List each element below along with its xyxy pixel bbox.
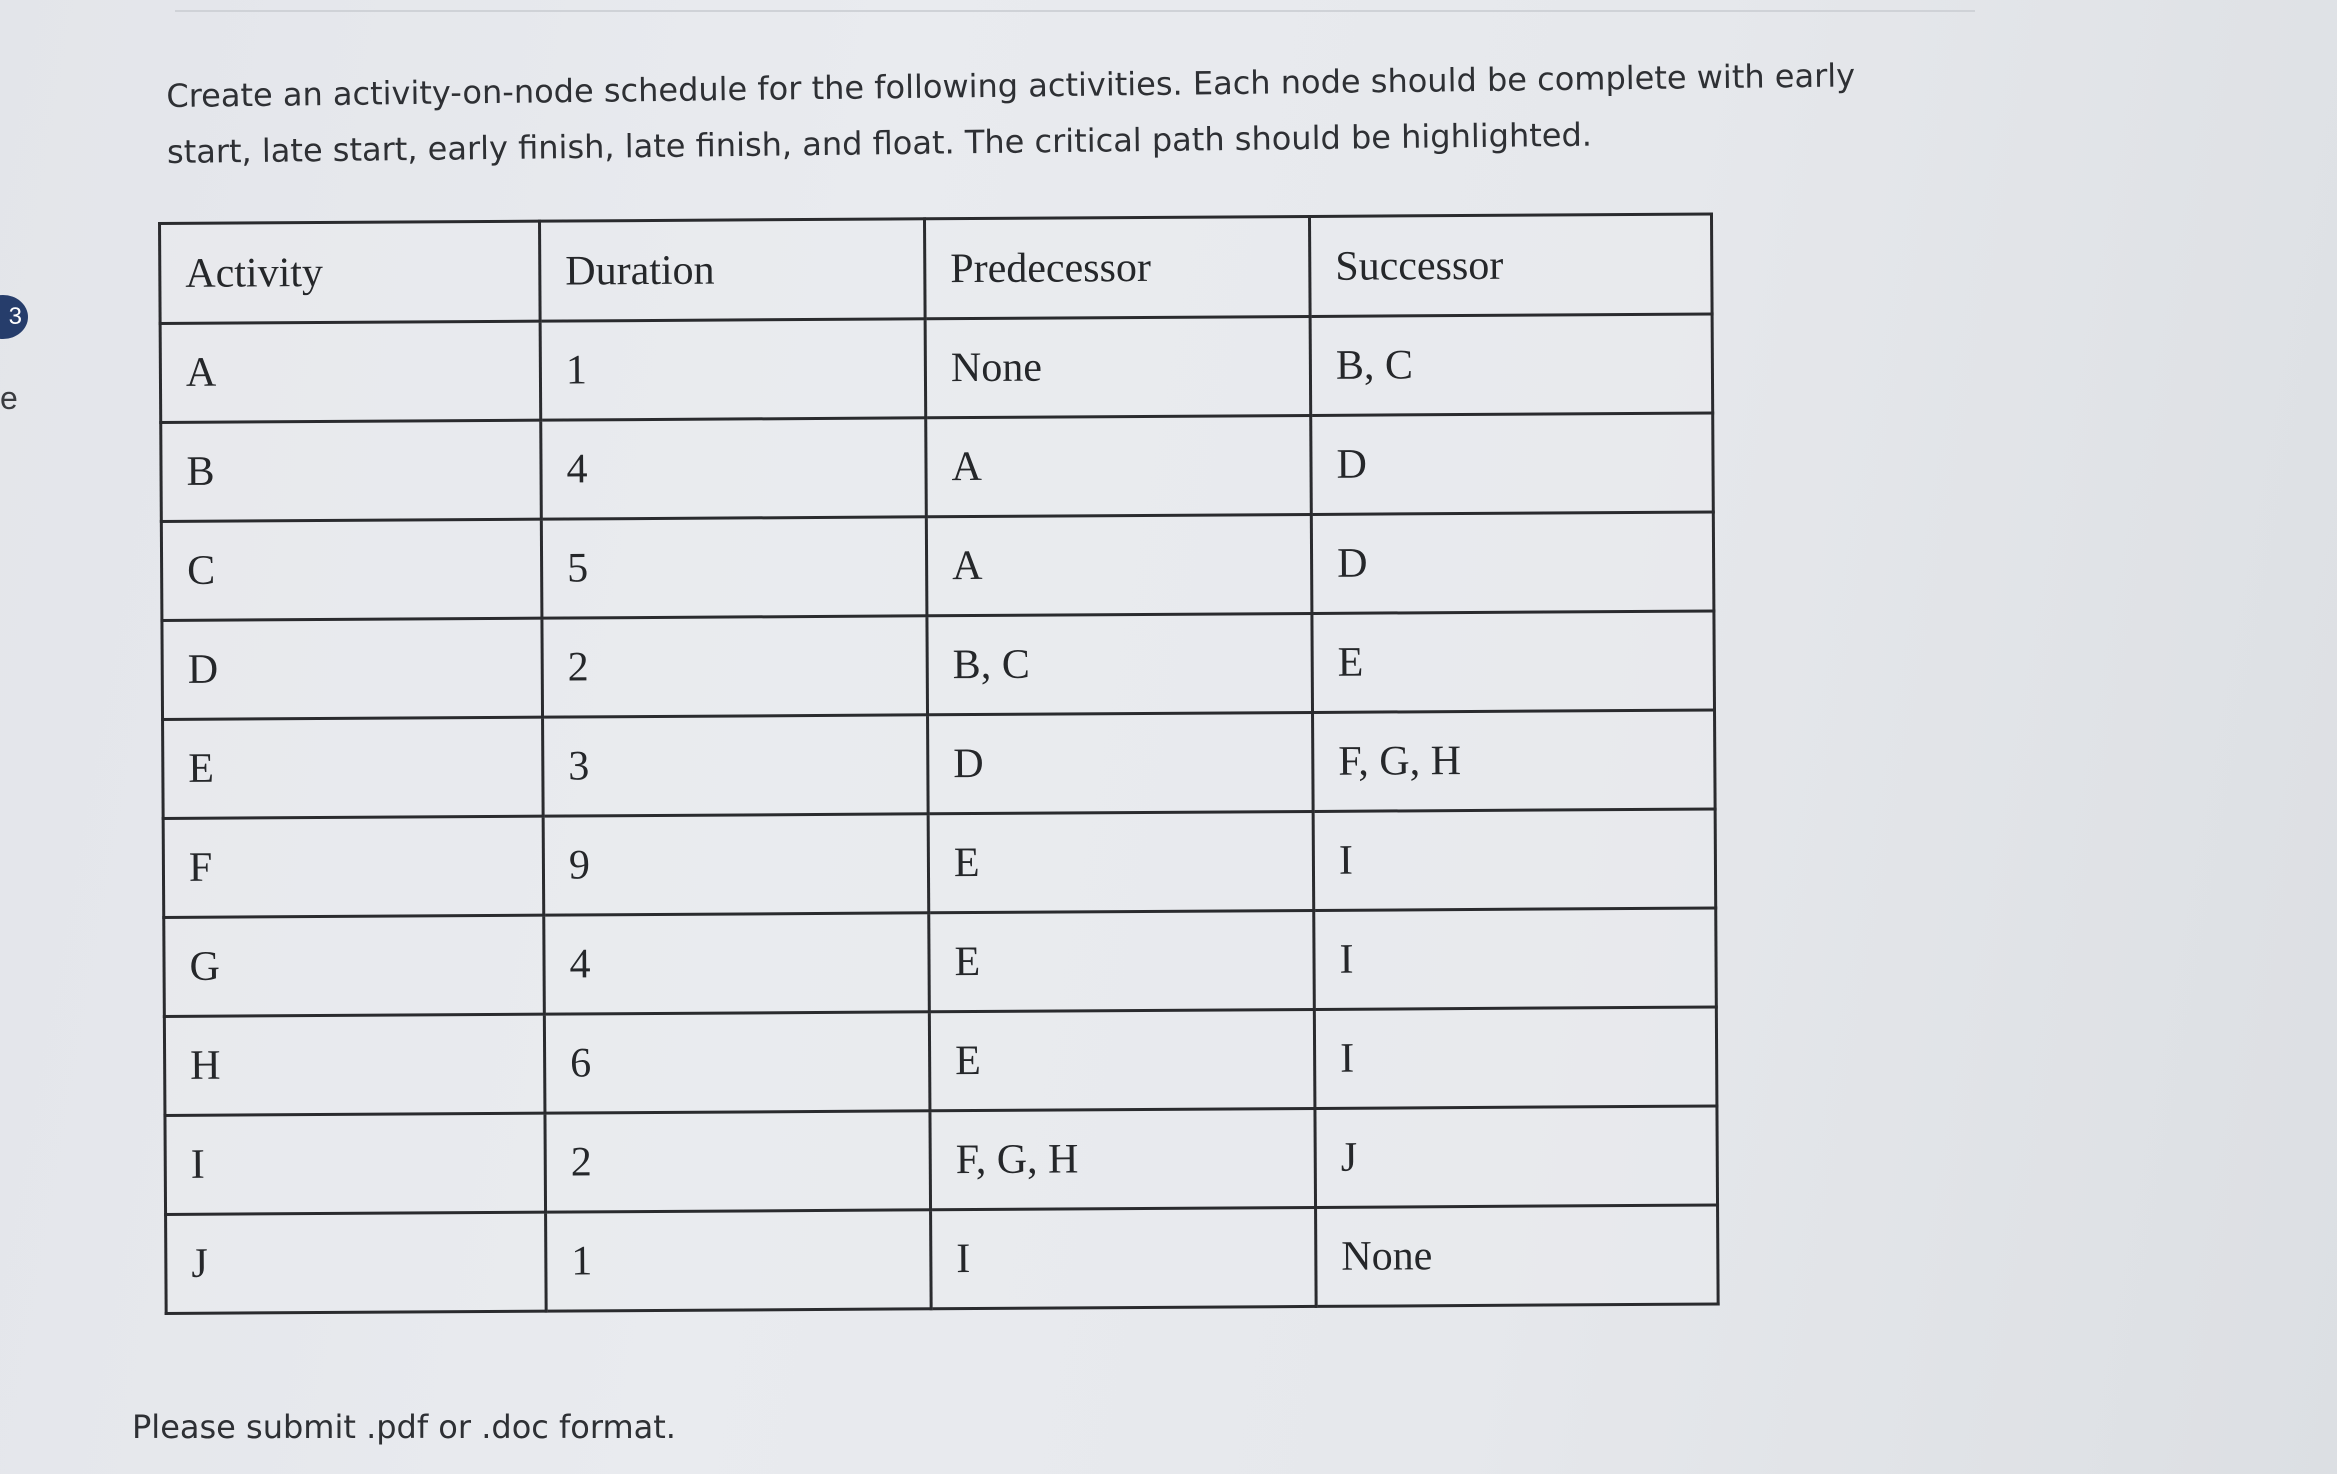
- cell-duration: 9: [543, 814, 929, 915]
- cell-duration: 5: [541, 517, 927, 618]
- cell-successor: D: [1311, 512, 1714, 613]
- header-predecessor: Predecessor: [924, 216, 1310, 318]
- top-divider: [175, 10, 1975, 12]
- table-row: [164, 1007, 1717, 1115]
- cell-predecessor: I: [931, 1207, 1317, 1308]
- cell-predecessor: E: [928, 811, 1314, 912]
- cell-successor: I: [1314, 908, 1717, 1009]
- table-row: [165, 1106, 1718, 1214]
- cell-activity: J: [166, 1212, 547, 1313]
- cell-successor: None: [1316, 1205, 1719, 1306]
- cell-predecessor: B, C: [927, 613, 1313, 714]
- header-activity: Activity: [160, 221, 541, 323]
- cell-activity: H: [164, 1014, 545, 1115]
- question-prompt: Create an activity-on-node schedule for the following activities. Each node should be complete with early start, late start, early finish, late finish, and float. The critical path should be highlighted.: [166, 56, 1856, 171]
- cell-duration: 4: [544, 913, 930, 1014]
- table-row: [160, 314, 1713, 422]
- activity-table: [158, 213, 1720, 1315]
- cell-successor: I: [1314, 1007, 1717, 1108]
- table-header-row: [160, 214, 1713, 323]
- cell-activity: I: [165, 1113, 546, 1214]
- cell-predecessor: None: [925, 316, 1311, 417]
- cell-duration: 2: [545, 1111, 931, 1212]
- cell-duration: 1: [546, 1210, 932, 1311]
- cell-duration: 3: [543, 715, 929, 816]
- table-row: [166, 1205, 1719, 1313]
- cell-successor: D: [1311, 413, 1714, 514]
- activity-table-container: [158, 213, 1717, 1315]
- cell-activity: G: [164, 915, 545, 1016]
- table-row: [161, 413, 1714, 521]
- cell-successor: E: [1312, 611, 1715, 712]
- cell-successor: J: [1315, 1106, 1718, 1207]
- cell-activity: D: [162, 618, 543, 719]
- cell-activity: C: [161, 519, 542, 620]
- cell-predecessor: F, G, H: [930, 1108, 1316, 1209]
- submission-note: Please submit .pdf or .doc format.: [132, 1408, 676, 1446]
- table-row: [162, 611, 1715, 719]
- cell-activity: E: [163, 717, 544, 818]
- header-duration: Duration: [540, 219, 926, 321]
- cell-duration: 2: [542, 616, 928, 717]
- cell-predecessor: A: [926, 415, 1312, 516]
- header-successor: Successor: [1309, 214, 1712, 316]
- table-row: [163, 710, 1716, 818]
- cell-predecessor: E: [929, 910, 1315, 1011]
- question-number-badge[interactable]: 3: [0, 295, 28, 339]
- cell-duration: 1: [540, 319, 926, 420]
- sidebar-partial-label: e: [0, 380, 18, 416]
- cell-successor: B, C: [1310, 314, 1713, 415]
- cell-duration: 4: [541, 418, 927, 519]
- cell-successor: F, G, H: [1313, 710, 1716, 811]
- cell-duration: 6: [544, 1012, 930, 1113]
- table-row: [164, 908, 1717, 1016]
- cell-successor: I: [1313, 809, 1716, 910]
- cell-activity: A: [160, 321, 541, 422]
- cell-activity: F: [163, 816, 544, 917]
- cell-predecessor: A: [926, 514, 1312, 615]
- cell-predecessor: E: [929, 1009, 1315, 1110]
- cell-predecessor: D: [928, 712, 1314, 813]
- cell-activity: B: [161, 420, 542, 521]
- table-row: [163, 809, 1716, 917]
- table-row: [161, 512, 1714, 620]
